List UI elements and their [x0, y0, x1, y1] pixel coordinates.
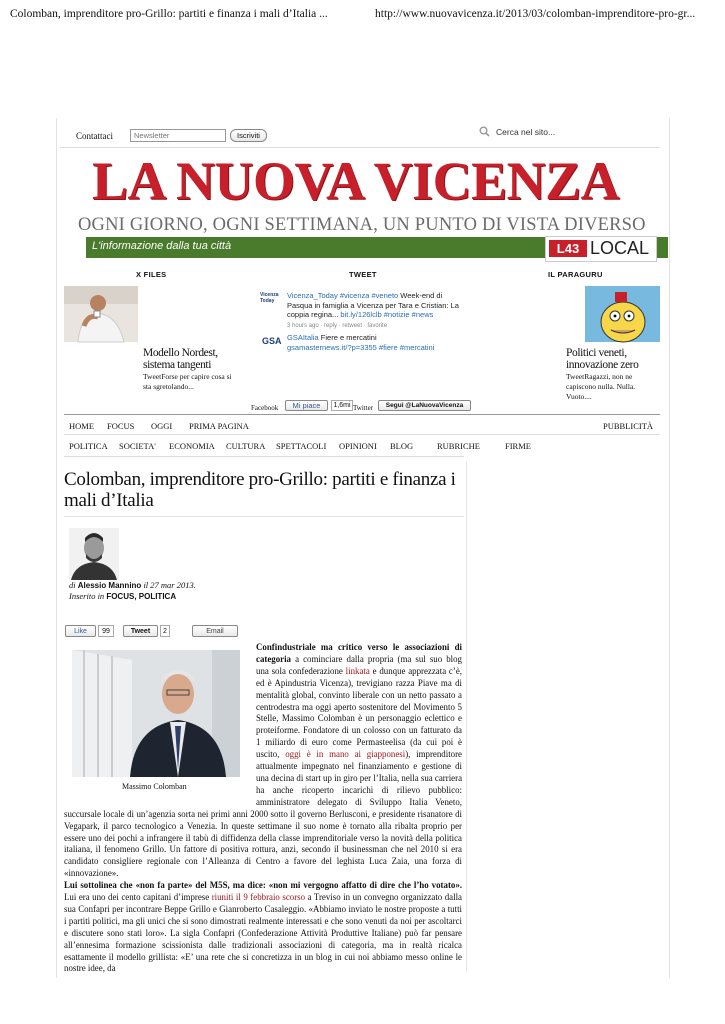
tweet1-link[interactable]: bit.ly/126lclb #notizie #news: [340, 310, 434, 319]
nav-societa[interactable]: SOCIETA': [119, 441, 156, 451]
like-count: 99: [98, 625, 114, 637]
like-button[interactable]: [65, 625, 96, 637]
article-byline: [69, 580, 196, 602]
photo-float-spacer: [64, 642, 256, 798]
tweet1-avatar: Vicenza Today: [260, 292, 279, 304]
article-date: il 27 mar 2013.: [143, 580, 196, 590]
paraguru-title[interactable]: Politici veneti, innovazione zero: [566, 347, 639, 371]
tweet1: [287, 291, 465, 331]
author-link[interactable]: Alessio Mannino: [77, 581, 142, 590]
nav-top-line: [64, 414, 660, 415]
nav-opinioni[interactable]: OPINIONI: [339, 441, 377, 451]
para2-part-b: a Treviso in un convegno organizzato dalla sua Confapri per incontrare Beppe Grillo e Gianroberto Casaleggio. «Abbiamo inviato le nostre proposte a tutti i partiti politici, ma gli unici che si sono dimostrati realmente interessati e che sono venuti da noi per ascoltarci e discutere sono stati loro». La sigla Confapri (Confederazione Attività Produttive Italiane) può far pensare all’ennesima formazione scissionista dalle tradizionali associazioni di categoria, ma in realtà ricalca esattamente il modello grillista: «E’ una rete che si concretizza in un blog in cui noi abbiamo messo online le nostre idee, da: [64, 892, 462, 974]
local-word: LOCAL: [590, 238, 650, 258]
nav-mid-line: [64, 434, 660, 435]
tweet1-user[interactable]: Vicenza_Today: [287, 291, 338, 300]
lead-part-b: e dunque apprezzata c’è, ed è Apindustria Vicenza), trevigiano razza Piave ma di mentalità global, convinto liberale con un netto passato a centrodestra ma oggi aperto sostenitore del Movimento 5 Stelle, Massimo Colomban è un personaggio eclettico e proteiforme. Fondatore di un colosso con un fatturato da 1 miliardo di euro come Permasteelisa (da cui poi è uscito,: [256, 665, 462, 760]
tweet1-text: Week-end di Pasqua in famiglia a Vicenza per Tara e Cristian: La coppia regina...: [287, 291, 459, 319]
search-icon[interactable]: [479, 126, 490, 137]
nav-focus[interactable]: FOCUS: [107, 421, 135, 431]
paraguru-text: TweetRagazzi, non ne capiscono nulla. Nulla. Vuoto....: [566, 372, 636, 401]
tweet1-meta: 3 hours ago · reply · retweet · favorite: [287, 322, 388, 329]
nav-politica[interactable]: POLITICA: [69, 441, 108, 451]
para2-bold: Lui sottolinea che «non fa parte» del M5S, ma dice: «non mi vergogno affatto di dire che l’ho votato».: [64, 880, 462, 891]
site-tagline: OGNI GIORNO, OGNI SETTIMANA, UN PUNTO DI VISTA DIVERSO: [78, 215, 646, 235]
nav-blog[interactable]: BLOG: [390, 441, 414, 451]
xfiles-text: TweetForse per capire cosa si sta sgretolando...: [143, 372, 232, 391]
email-button[interactable]: [192, 625, 238, 637]
lead-bold: Confindustriale ma critico verso le associazioni di categoria: [256, 642, 462, 664]
tweet2-clip: [287, 333, 465, 350]
search-input[interactable]: Cerca nel sito...: [496, 127, 556, 137]
tweet2-user[interactable]: GSAItalia: [287, 333, 319, 342]
byline-prefix: di: [69, 580, 76, 590]
site-logo[interactable]: LA NUOVA VICENZA: [92, 151, 620, 211]
slogan-text: L'informazione dalla tua città: [92, 240, 232, 252]
nav-oggi[interactable]: OGGI: [151, 421, 173, 431]
twitter-follow-button[interactable]: Segui @LaNuovaVicenza: [378, 400, 471, 411]
para2-part-a: Lui era uno dei cento capitani d’imprese: [64, 892, 210, 903]
posted-prefix: Inserito in: [69, 591, 105, 601]
headline-divider: [64, 516, 464, 517]
sidebar-divider: [466, 462, 467, 972]
article-body: [64, 642, 463, 974]
tweet-label: TWEET: [349, 270, 377, 279]
link-linkata[interactable]: linkata: [345, 665, 370, 676]
like-label: Like: [74, 628, 87, 635]
lead-part-c: ), imprenditore attualmente impegnato nel finanziamento e gestione di una decina di start up in giro per l’Italia, nella sua carriera ha anche ricoperto incarichi di rilievo pubblico: amministratore delegato di Sviluppo Italia Veneto, succursale locale di un’agenzia sorta nei primi anni 2000 sotto il governo Berlusconi, e presidente risanatore di Vegapark, il parco tecnologico a Venezia. In queste settimane il suo nome è tornato alla ribalta proprio per essere uno dei pochi a infrangere il tabù di diffidenza della classe imprenditoriale verso la novità della politica italiana, il fenomeno Grillo. Un fattore di positiva rottura, anzi, secondo il businessman che nel 2010 si era candidato consigliere regionale con l’Alleanza di Centro a favore del leghista Luca Zaia, una forza di «innovazione».: [64, 749, 463, 879]
article-headline: Colomban, imprenditore pro-Grillo: partiti e finanza i mali d’Italia: [64, 469, 456, 511]
link-giapponesi[interactable]: oggi è in mano ai giapponesi: [285, 749, 406, 760]
facebook-like-count: 1,6mi: [331, 400, 353, 411]
nav-spettacoli[interactable]: SPETTACOLI: [276, 441, 327, 451]
paraguru-label: IL PARAGURU: [548, 270, 603, 279]
facebook-label: Facebook: [251, 404, 279, 412]
twitter-label: Twitter: [353, 404, 374, 412]
tweet-count: 2: [160, 625, 170, 637]
author-avatar[interactable]: [69, 528, 119, 580]
xfiles-image[interactable]: [64, 286, 138, 342]
newsletter-input[interactable]: [130, 129, 226, 142]
nav-bottom-line: [64, 456, 464, 457]
nav-cultura[interactable]: CULTURA: [226, 441, 266, 451]
nav-rubriche[interactable]: RUBRICHE: [437, 441, 480, 451]
local-badge[interactable]: [545, 236, 657, 262]
nav-prima-pagina[interactable]: PRIMA PAGINA: [189, 421, 249, 431]
paraguru-image[interactable]: [585, 286, 660, 342]
tweet2-avatar: GSA: [262, 336, 282, 346]
nav-pubblicita[interactable]: PUBBLICITÀ: [603, 421, 654, 431]
tweet1-tags[interactable]: #vicenza #veneto: [339, 291, 399, 300]
cartoon-face-icon: [585, 286, 660, 342]
photo-caption: Massimo Colomban: [122, 782, 187, 791]
nav-economia[interactable]: ECONOMIA: [169, 441, 215, 451]
tweet2: [287, 333, 465, 352]
tweet-button[interactable]: [123, 625, 158, 637]
nav-home[interactable]: HOME: [69, 421, 95, 431]
print-title: Colomban, imprenditore pro-Grillo: partiti e finanza i mali d’Italia ...: [10, 8, 328, 20]
tweet-label: Tweet: [130, 628, 151, 635]
subscribe-button[interactable]: Iscriviti: [230, 129, 267, 142]
man-drinking-icon: [64, 286, 138, 342]
author-portrait-icon: [69, 528, 119, 580]
print-url: http://www.nuovavicenza.it/2013/03/colomban-imprenditore-pro-gr...: [375, 8, 696, 20]
xfiles-title[interactable]: Modello Nordest, sistema tangenti: [143, 347, 218, 371]
local-number: L43: [549, 240, 587, 257]
email-label: Email: [206, 628, 224, 635]
contact-link[interactable]: Contattaci: [76, 131, 113, 141]
divider: [60, 147, 660, 148]
tweet2-link[interactable]: gsamasternews.it/?p=3355 #fiere #mercatini: [287, 342, 435, 352]
lead-part-a: a cominciare dalla propria (ma sul suo blog una sola confederazione: [256, 653, 462, 676]
nav-firme[interactable]: FIRME: [505, 441, 531, 451]
link-9-febbraio[interactable]: riuniti il 9 febbraio scorso: [211, 892, 306, 903]
article-sections[interactable]: FOCUS, POLITICA: [106, 592, 177, 601]
xfiles-label: X FILES: [136, 270, 167, 279]
tweet2-text: Fiere e mercatini: [320, 333, 377, 342]
facebook-like-button[interactable]: Mi piace: [285, 400, 328, 411]
